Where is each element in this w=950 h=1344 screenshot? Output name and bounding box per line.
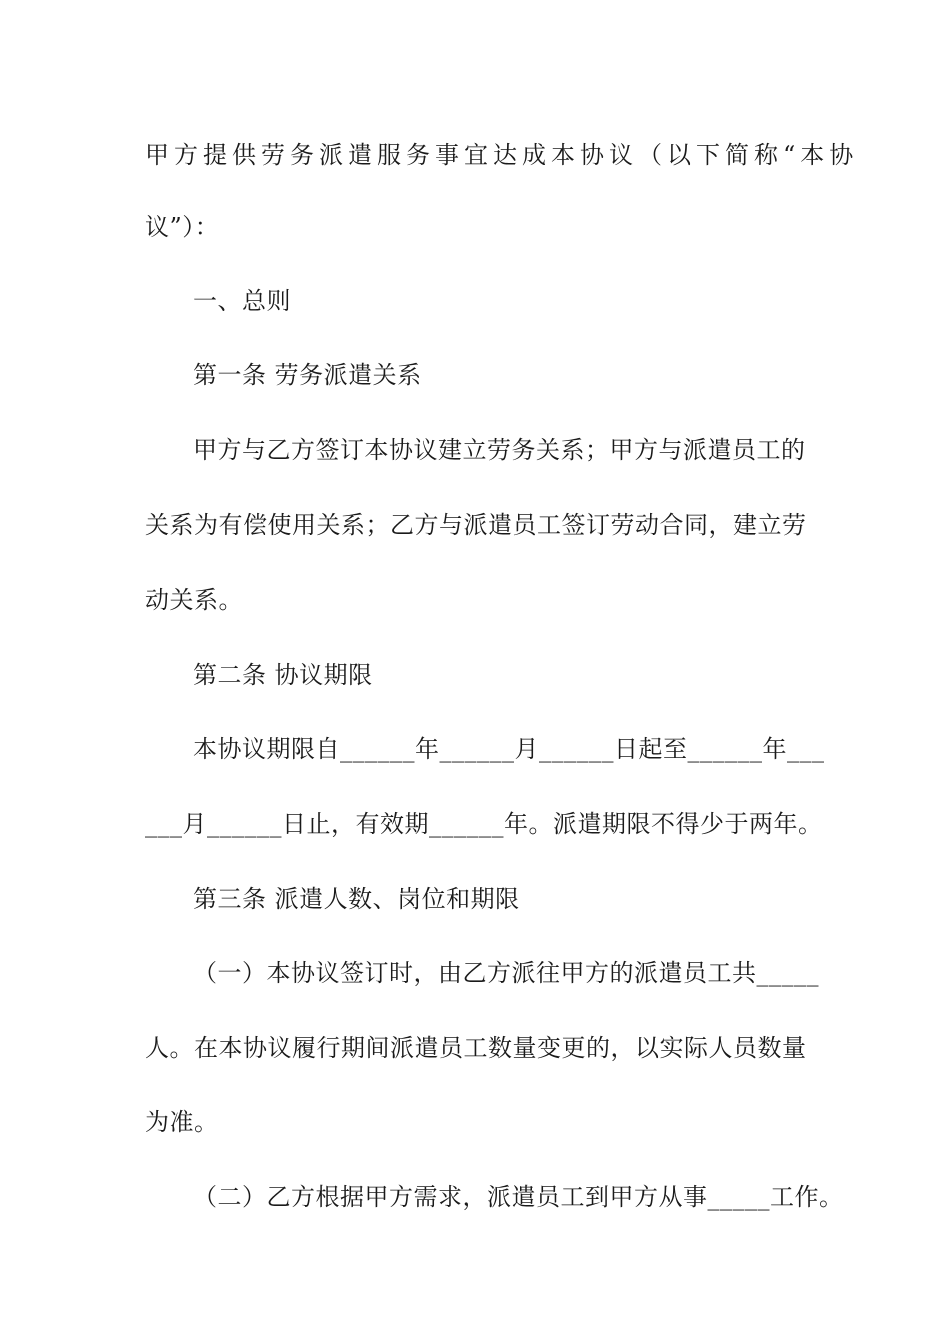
paragraph-line: 动关系。 — [145, 586, 243, 614]
article-heading-2: 第二条 协议期限 — [193, 661, 373, 689]
article-heading-3: 第三条 派遣人数、岗位和期限 — [193, 885, 520, 913]
paragraph-line: 关系为有偿使用关系；乙方与派遣员工签订劳动合同，建立劳 — [145, 511, 807, 539]
section-heading-general: 一、总则 — [193, 287, 291, 315]
paragraph-line: 甲方与乙方签订本协议建立劳务关系；甲方与派遣员工的 — [193, 436, 806, 464]
clause-line-2: （二）乙方根据甲方需求，派遣员工到甲方从事_____工作。 — [193, 1183, 844, 1211]
paragraph-line-intro-cont: 议”）： — [145, 213, 220, 241]
paragraph-line-term: 本协议期限自______年______月______日起至______年___ — [193, 735, 825, 763]
clause-line-1-cont: 人。在本协议履行期间派遣员工数量变更的，以实际人员数量 — [145, 1034, 807, 1062]
paragraph-line-intro: 甲方提供劳务派遣服务事宜达成本协议（以下简称“本协 — [145, 141, 859, 169]
paragraph-line-term-cont: ___月______日止，有效期______年。派遣期限不得少于两年。 — [145, 810, 823, 838]
clause-line-1: （一）本协议签订时，由乙方派往甲方的派遣员工共_____ — [193, 959, 819, 987]
clause-line-1-end: 为准。 — [145, 1108, 219, 1136]
article-heading-1: 第一条 劳务派遣关系 — [193, 361, 422, 389]
